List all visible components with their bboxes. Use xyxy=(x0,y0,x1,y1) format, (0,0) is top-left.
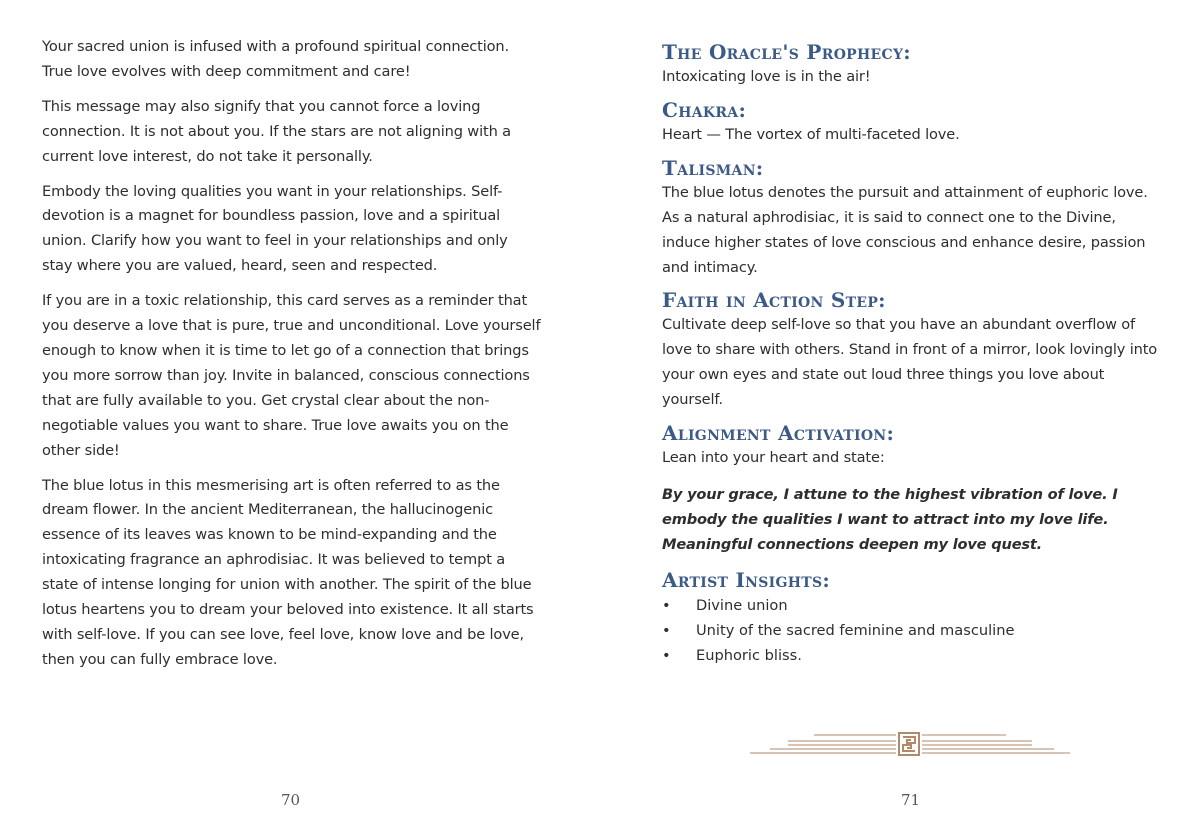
body-paragraph-3: Embody the loving qualities you want in your relationships. Self-devotion is a magnet for boundless passion, love and a spiritual union. Clarify how you want to feel in your relationships and only stay where you are valued, heard, seen and respected. xyxy=(42,182,508,275)
faith-body: Cultivate deep self-love so that you have an abundant overflow of love to share with others. Stand in front of a mirror, look lovingly into your own eyes and state out loud three things you love about yourself. xyxy=(662,316,1158,409)
talisman-heading: Talisman: xyxy=(662,155,764,180)
alignment-body: Lean into your heart and state: xyxy=(662,449,885,467)
bullet-icon: • xyxy=(662,621,671,639)
faith-section xyxy=(662,288,1167,413)
artist-insights-list xyxy=(662,593,1167,668)
artist-section xyxy=(662,568,1167,668)
bullet-icon: • xyxy=(662,596,671,614)
talisman-body: The blue lotus denotes the pursuit and attainment of euphoric love. As a natural aphrodisiac, it is said to connect one to the Divine, induce higher states of love conscious and enhance desire, passion and intimacy. xyxy=(662,183,1148,276)
greek-key-divider-icon xyxy=(750,727,1070,759)
affirmation-text: By your grace, I attune to the highest vibration of love. I embody the qualities I want to attract into my love life. Meaningful connections deepen my love quest. xyxy=(662,485,1118,553)
bullet-icon: • xyxy=(662,646,671,664)
chakra-section xyxy=(662,98,1167,148)
list-item xyxy=(662,593,1167,618)
faith-heading: Faith in Action Step: xyxy=(662,288,886,313)
body-paragraph-1: Your sacred union is infused with a profound spiritual connection. True love evolves with deep commitment and care! xyxy=(42,38,510,80)
right-page xyxy=(662,0,1167,829)
talisman-section xyxy=(662,156,1167,281)
body-paragraph-2: This message may also signify that you cannot force a loving connection. It is not about you. If the stars are not aligning with a current love interest, do not take it personally. xyxy=(42,97,511,165)
left-page xyxy=(42,0,542,829)
oracle-section xyxy=(662,40,1167,90)
list-item xyxy=(662,618,1167,643)
chakra-body: Heart — The vortex of multi-faceted love. xyxy=(662,125,960,143)
list-item-text: Divine union xyxy=(696,596,788,614)
list-item-text: Euphoric bliss. xyxy=(696,646,802,664)
body-paragraph-5: The blue lotus in this mesmerising art is often referred to as the dream flower. In the ancient Mediterranean, the hallucinogenic essence of its leaves was known to be mind-expanding and the intoxicating fragrance an aphrodisiac. It was believed to tempt a state of intense longing for union with another. The spirit of the blue lotus heartens you to dream your beloved into existence. It all starts with self-love. If you can see love, feel love, know love and be love, then you can fully embrace love. xyxy=(42,476,534,668)
page-number-right: 71 xyxy=(901,791,921,809)
artist-heading: Artist Insights: xyxy=(662,567,831,592)
list-item-text: Unity of the sacred feminine and masculine xyxy=(696,621,1015,639)
body-paragraph-4: If you are in a toxic relationship, this card serves as a reminder that you deserve a love that is pure, true and unconditional. Love yourself enough to know when it is time to let go of a connection that brings you more sorrow than joy. Invite in balanced, conscious connections that are fully available to you. Get crystal clear about the non-negotiable values you want to share. True love awaits you on the other side! xyxy=(42,292,541,459)
oracle-heading: The Oracle's Prophecy: xyxy=(662,40,911,64)
page-number-left: 70 xyxy=(281,791,301,809)
list-item xyxy=(662,643,1167,668)
alignment-heading: Alignment Activation: xyxy=(662,421,895,446)
oracle-body: Intoxicating love is in the air! xyxy=(662,68,871,85)
chakra-heading: Chakra: xyxy=(662,97,747,122)
alignment-section xyxy=(662,421,1167,558)
